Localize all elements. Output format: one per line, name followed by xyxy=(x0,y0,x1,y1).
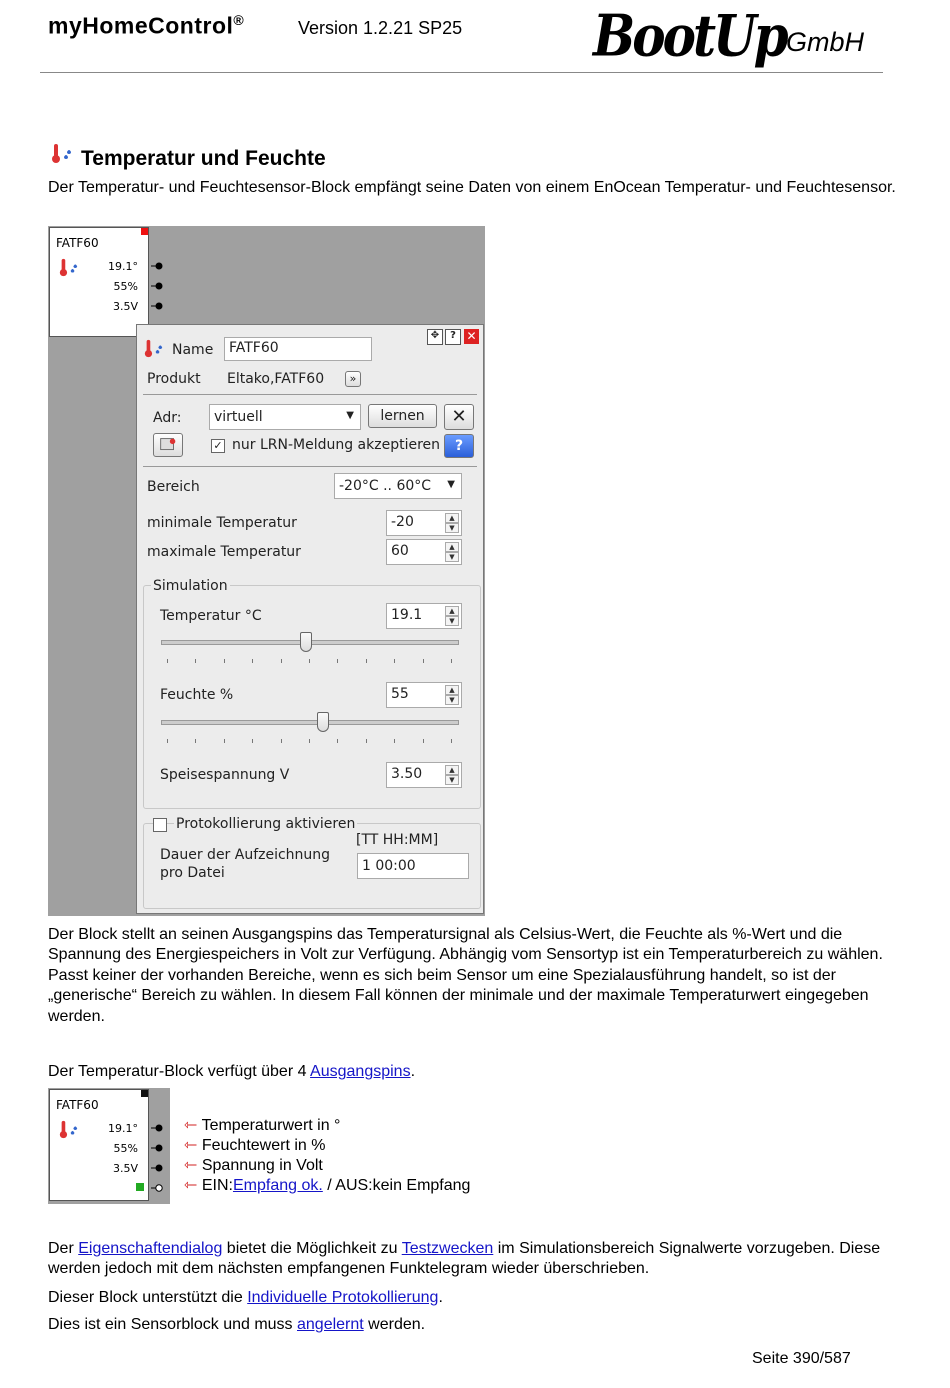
humidity-label: Feuchte % xyxy=(160,687,234,703)
voltage-spinner[interactable]: ▲ ▼ xyxy=(445,765,459,785)
output-pins-link[interactable]: Ausgangspins xyxy=(310,1063,411,1080)
product-label: Produkt xyxy=(147,371,201,387)
list-item xyxy=(184,1176,470,1196)
block-corner-marker xyxy=(141,1090,148,1097)
max-temp-value: 60 xyxy=(391,543,409,559)
max-temp-input[interactable] xyxy=(386,539,462,565)
range-label: Bereich xyxy=(147,479,200,495)
logging-paragraph xyxy=(48,1288,898,1308)
section-title: Temperatur und Feuchte xyxy=(81,147,326,170)
properties-paragraph xyxy=(48,1239,898,1280)
slider-tick xyxy=(451,659,452,663)
block-value-voltage: 3.5V xyxy=(112,1162,138,1175)
separator xyxy=(143,466,477,467)
temperature-spinner[interactable]: ▲ ▼ xyxy=(445,606,459,626)
block-pins-image xyxy=(48,1088,170,1204)
block-title: FATF60 xyxy=(56,1098,99,1112)
block-value-humidity: 55% xyxy=(113,280,138,293)
thermometer-icon xyxy=(58,1120,78,1140)
move-icon[interactable]: ✥ xyxy=(427,329,443,345)
output-pin-icon xyxy=(151,1163,163,1173)
pin-description: EIN: xyxy=(201,1177,233,1194)
pin-description: Temperaturwert in ° xyxy=(201,1117,341,1134)
pin-description: Feuchtewert in % xyxy=(201,1137,326,1154)
max-temp-label: maximale Temperatur xyxy=(147,544,301,560)
block-value-temperature: 19.1° xyxy=(108,260,138,273)
logo-main: BootUp xyxy=(593,1,786,70)
address-label: Adr: xyxy=(153,410,182,426)
slider-tick xyxy=(423,659,424,663)
slider-tick xyxy=(366,659,367,663)
sensor-block xyxy=(49,1089,149,1201)
product-more-button[interactable]: » xyxy=(345,371,361,387)
page-number: Seite 390/587 xyxy=(752,1350,851,1367)
slider-tick xyxy=(167,739,168,743)
help-button[interactable]: ? xyxy=(444,434,474,458)
range-select-value: -20°C .. 60°C xyxy=(339,478,432,494)
slider-tick xyxy=(224,659,225,663)
header-divider xyxy=(40,72,883,73)
slider-tick xyxy=(451,739,452,743)
voltage-label: Speisespannung V xyxy=(160,767,290,783)
intro-text: Der Temperatur- und Feuchtesensor-Block empfängt seine Daten von einem EnOcean Temperatur- und Feuchtesensor. xyxy=(48,179,896,196)
sensor-block[interactable] xyxy=(49,227,149,337)
reception-indicator xyxy=(136,1183,144,1191)
output-pin-icon xyxy=(151,1123,163,1133)
reception-ok-link[interactable]: Empfang ok. xyxy=(232,1177,323,1194)
test-purposes-link[interactable]: Testzwecken xyxy=(401,1240,494,1257)
lrn-only-label: nur LRN-Meldung akzeptieren xyxy=(232,437,441,453)
slider-tick xyxy=(423,739,424,743)
duration-input[interactable]: 1 00:00 xyxy=(357,853,469,879)
min-temp-label: minimale Temperatur xyxy=(147,515,297,531)
block-value-humidity: 55% xyxy=(113,1142,138,1155)
max-temp-spinner[interactable]: ▲ ▼ xyxy=(445,542,459,562)
slider-tick xyxy=(281,659,282,663)
duration-label: Dauer der Aufzeichnung pro Datei xyxy=(160,847,331,881)
arrow-left-icon: ⇽ xyxy=(184,1157,198,1174)
block-value-voltage: 3.5V xyxy=(112,300,138,313)
learn-button[interactable]: lernen xyxy=(368,404,437,428)
lrn-only-checkbox[interactable]: ✓ xyxy=(211,439,225,453)
slider-tick xyxy=(337,739,338,743)
slider-tick xyxy=(337,659,338,663)
separator xyxy=(143,394,477,395)
arrow-left-icon: ⇽ xyxy=(184,1177,198,1194)
temperature-slider-thumb[interactable] xyxy=(300,632,312,652)
name-input[interactable]: FATF60 xyxy=(224,337,372,361)
slider-tick xyxy=(394,659,395,663)
range-select[interactable] xyxy=(334,473,462,499)
address-select[interactable] xyxy=(209,404,361,430)
product-value: Eltako,FATF60 xyxy=(227,371,325,387)
min-temp-value: -20 xyxy=(391,514,414,530)
address-select-value: virtuell xyxy=(214,409,263,425)
temperature-value: 19.1 xyxy=(391,607,423,623)
teach-in-button[interactable] xyxy=(153,433,183,457)
text: . xyxy=(438,1289,443,1306)
pins-intro-text: Der Temperatur-Block verfügt über 4 xyxy=(48,1063,311,1080)
slider-tick xyxy=(309,659,310,663)
humidity-slider-track[interactable] xyxy=(161,720,459,725)
simulation-label: Simulation xyxy=(153,578,228,594)
list-item xyxy=(184,1136,470,1156)
properties-dialog-link[interactable]: Eigenschaftendialog xyxy=(78,1240,223,1257)
logging-checkbox[interactable] xyxy=(153,818,167,832)
properties-dialog xyxy=(136,324,484,914)
logo-suffix: GmbH xyxy=(786,27,865,57)
logging-label: Protokollierung aktivieren xyxy=(176,816,356,832)
min-temp-spinner[interactable]: ▲ ▼ xyxy=(445,513,459,533)
pin-description-end: / AUS:kein Empfang xyxy=(322,1177,471,1194)
thermometer-icon xyxy=(50,143,72,165)
slider-tick xyxy=(394,739,395,743)
min-temp-input[interactable] xyxy=(386,510,462,536)
slider-tick xyxy=(252,659,253,663)
list-item xyxy=(184,1116,470,1136)
block-value-temperature: 19.1° xyxy=(108,1122,138,1135)
slider-tick xyxy=(252,739,253,743)
thermometer-icon xyxy=(143,339,163,359)
block-corner-marker xyxy=(141,228,148,235)
chevron-down-icon: ▼ xyxy=(447,479,455,490)
text: Dies ist ein Sensorblock und muss xyxy=(48,1316,297,1333)
output-pin-icon[interactable] xyxy=(151,261,163,271)
learn-paragraph xyxy=(48,1315,898,1335)
pins-list xyxy=(184,1116,470,1196)
app-name: myHomeControl® xyxy=(48,12,245,39)
pins-intro xyxy=(48,1062,898,1082)
slider-tick xyxy=(195,659,196,663)
voltage-value: 3.50 xyxy=(391,766,423,782)
company-logo xyxy=(593,1,865,70)
x-icon: ✕ xyxy=(451,406,467,427)
arrow-left-icon: ⇽ xyxy=(184,1137,198,1154)
description-paragraph: Der Block stellt an seinen Ausgangspins das Temperatursignal als Celsius-Wert, die Feuchte als %-Wert und die Spannung des Energiespeichers in Volt zur Verfügung. Abhängig vom Sensortyp ist ein Temperaturbereich zu wählen. Passt keiner der vorhanden Bereiche, wenn es sich beim Sensor um eine Spezialausführung handelt, so ist der „generische“ Bereich zu wählen. In diesem Fall können der minimale und der maximale Temperaturwert eingegeben werden. xyxy=(48,926,883,1025)
block-title: FATF60 xyxy=(56,236,99,250)
output-pin-icon[interactable] xyxy=(151,281,163,291)
slider-tick xyxy=(224,739,225,743)
humidity-spinner[interactable]: ▲ ▼ xyxy=(445,685,459,705)
slider-tick xyxy=(167,659,168,663)
slider-tick xyxy=(281,739,282,743)
arrow-left-icon: ⇽ xyxy=(184,1117,198,1134)
clear-address-button[interactable] xyxy=(444,404,474,430)
text: im Simulationsbereich Signalwerte vorzugeben. Diese werden jedoch mit dem nächsten empfangenen Funktelegram wieder überschrieben. xyxy=(48,1240,881,1278)
text: Der xyxy=(48,1240,79,1257)
humidity-value: 55 xyxy=(391,686,409,702)
voltage-input[interactable] xyxy=(386,762,462,788)
thermometer-icon xyxy=(58,258,78,278)
text: Dieser Block unterstützt die xyxy=(48,1289,248,1306)
temperature-label: Temperatur °C xyxy=(160,608,262,624)
chevron-down-icon: ▼ xyxy=(346,410,354,421)
output-pin-icon[interactable] xyxy=(151,301,163,311)
slider-tick xyxy=(366,739,367,743)
output-pin-icon xyxy=(151,1183,163,1193)
list-item xyxy=(184,1156,470,1176)
humidity-input[interactable] xyxy=(386,682,462,708)
pin-description: Spannung in Volt xyxy=(201,1157,323,1174)
individual-logging-link[interactable]: Individuelle Protokollierung xyxy=(247,1289,439,1306)
slider-tick xyxy=(195,739,196,743)
output-pin-icon xyxy=(151,1143,163,1153)
learn-icon xyxy=(154,434,182,456)
close-icon[interactable]: ✕ xyxy=(464,329,479,344)
text: bietet die Möglichkeit zu xyxy=(222,1240,402,1257)
text: werden. xyxy=(363,1316,426,1333)
name-label: Name xyxy=(172,342,214,358)
help-icon[interactable]: ? xyxy=(445,329,461,345)
learn-link[interactable]: angelernt xyxy=(297,1316,364,1333)
temperature-input[interactable] xyxy=(386,603,462,629)
humidity-slider-thumb[interactable] xyxy=(317,712,329,732)
duration-format: [TT HH:MM] xyxy=(356,832,439,848)
slider-tick xyxy=(309,739,310,743)
pins-intro-end: . xyxy=(410,1063,416,1080)
version-label: Version 1.2.21 SP25 xyxy=(298,18,463,38)
